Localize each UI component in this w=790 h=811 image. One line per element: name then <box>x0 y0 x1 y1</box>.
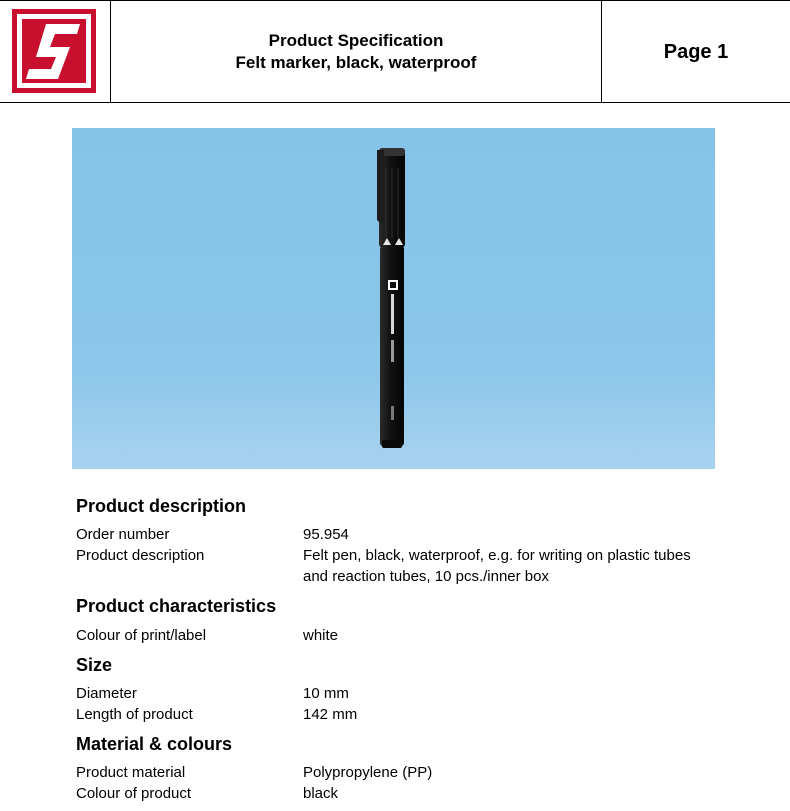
document-header <box>0 0 790 103</box>
length-value: 142 mm <box>303 706 358 723</box>
product-description-value-line-2: and reaction tubes, 10 pcs./inner box <box>303 568 549 585</box>
length-label: Length of product <box>76 706 193 723</box>
sarstedt-logo-icon <box>12 9 96 93</box>
order-number-label: Order number <box>76 526 170 543</box>
colour-product-label: Colour of product <box>76 785 192 802</box>
diameter-label: Diameter <box>76 685 137 702</box>
order-number-value: 95.954 <box>303 526 349 543</box>
product-description-label: Product description <box>76 547 205 564</box>
colour-print-label: Colour of print/label <box>76 627 207 644</box>
title-line-1: Product Specification <box>268 31 444 50</box>
product-image <box>72 128 715 469</box>
section-heading-material-colours: Material & colours <box>76 734 233 754</box>
product-description-value-line-1: Felt pen, black, waterproof, e.g. for writing on plastic tubes <box>303 547 691 564</box>
page-number: Page 1 <box>663 40 729 63</box>
section-heading-product-description: Product description <box>76 496 247 516</box>
diameter-value: 10 mm <box>303 685 349 702</box>
section-heading-product-characteristics: Product characteristics <box>76 596 277 616</box>
colour-product-value: black <box>303 785 339 802</box>
product-material-label: Product material <box>76 764 186 781</box>
colour-print-value: white <box>303 627 339 644</box>
section-heading-size: Size <box>76 655 113 675</box>
title-line-2: Felt marker, black, waterproof <box>235 53 477 72</box>
felt-marker-icon <box>72 128 715 469</box>
product-material-value: Polypropylene (PP) <box>303 764 433 781</box>
document-title <box>111 1 601 103</box>
